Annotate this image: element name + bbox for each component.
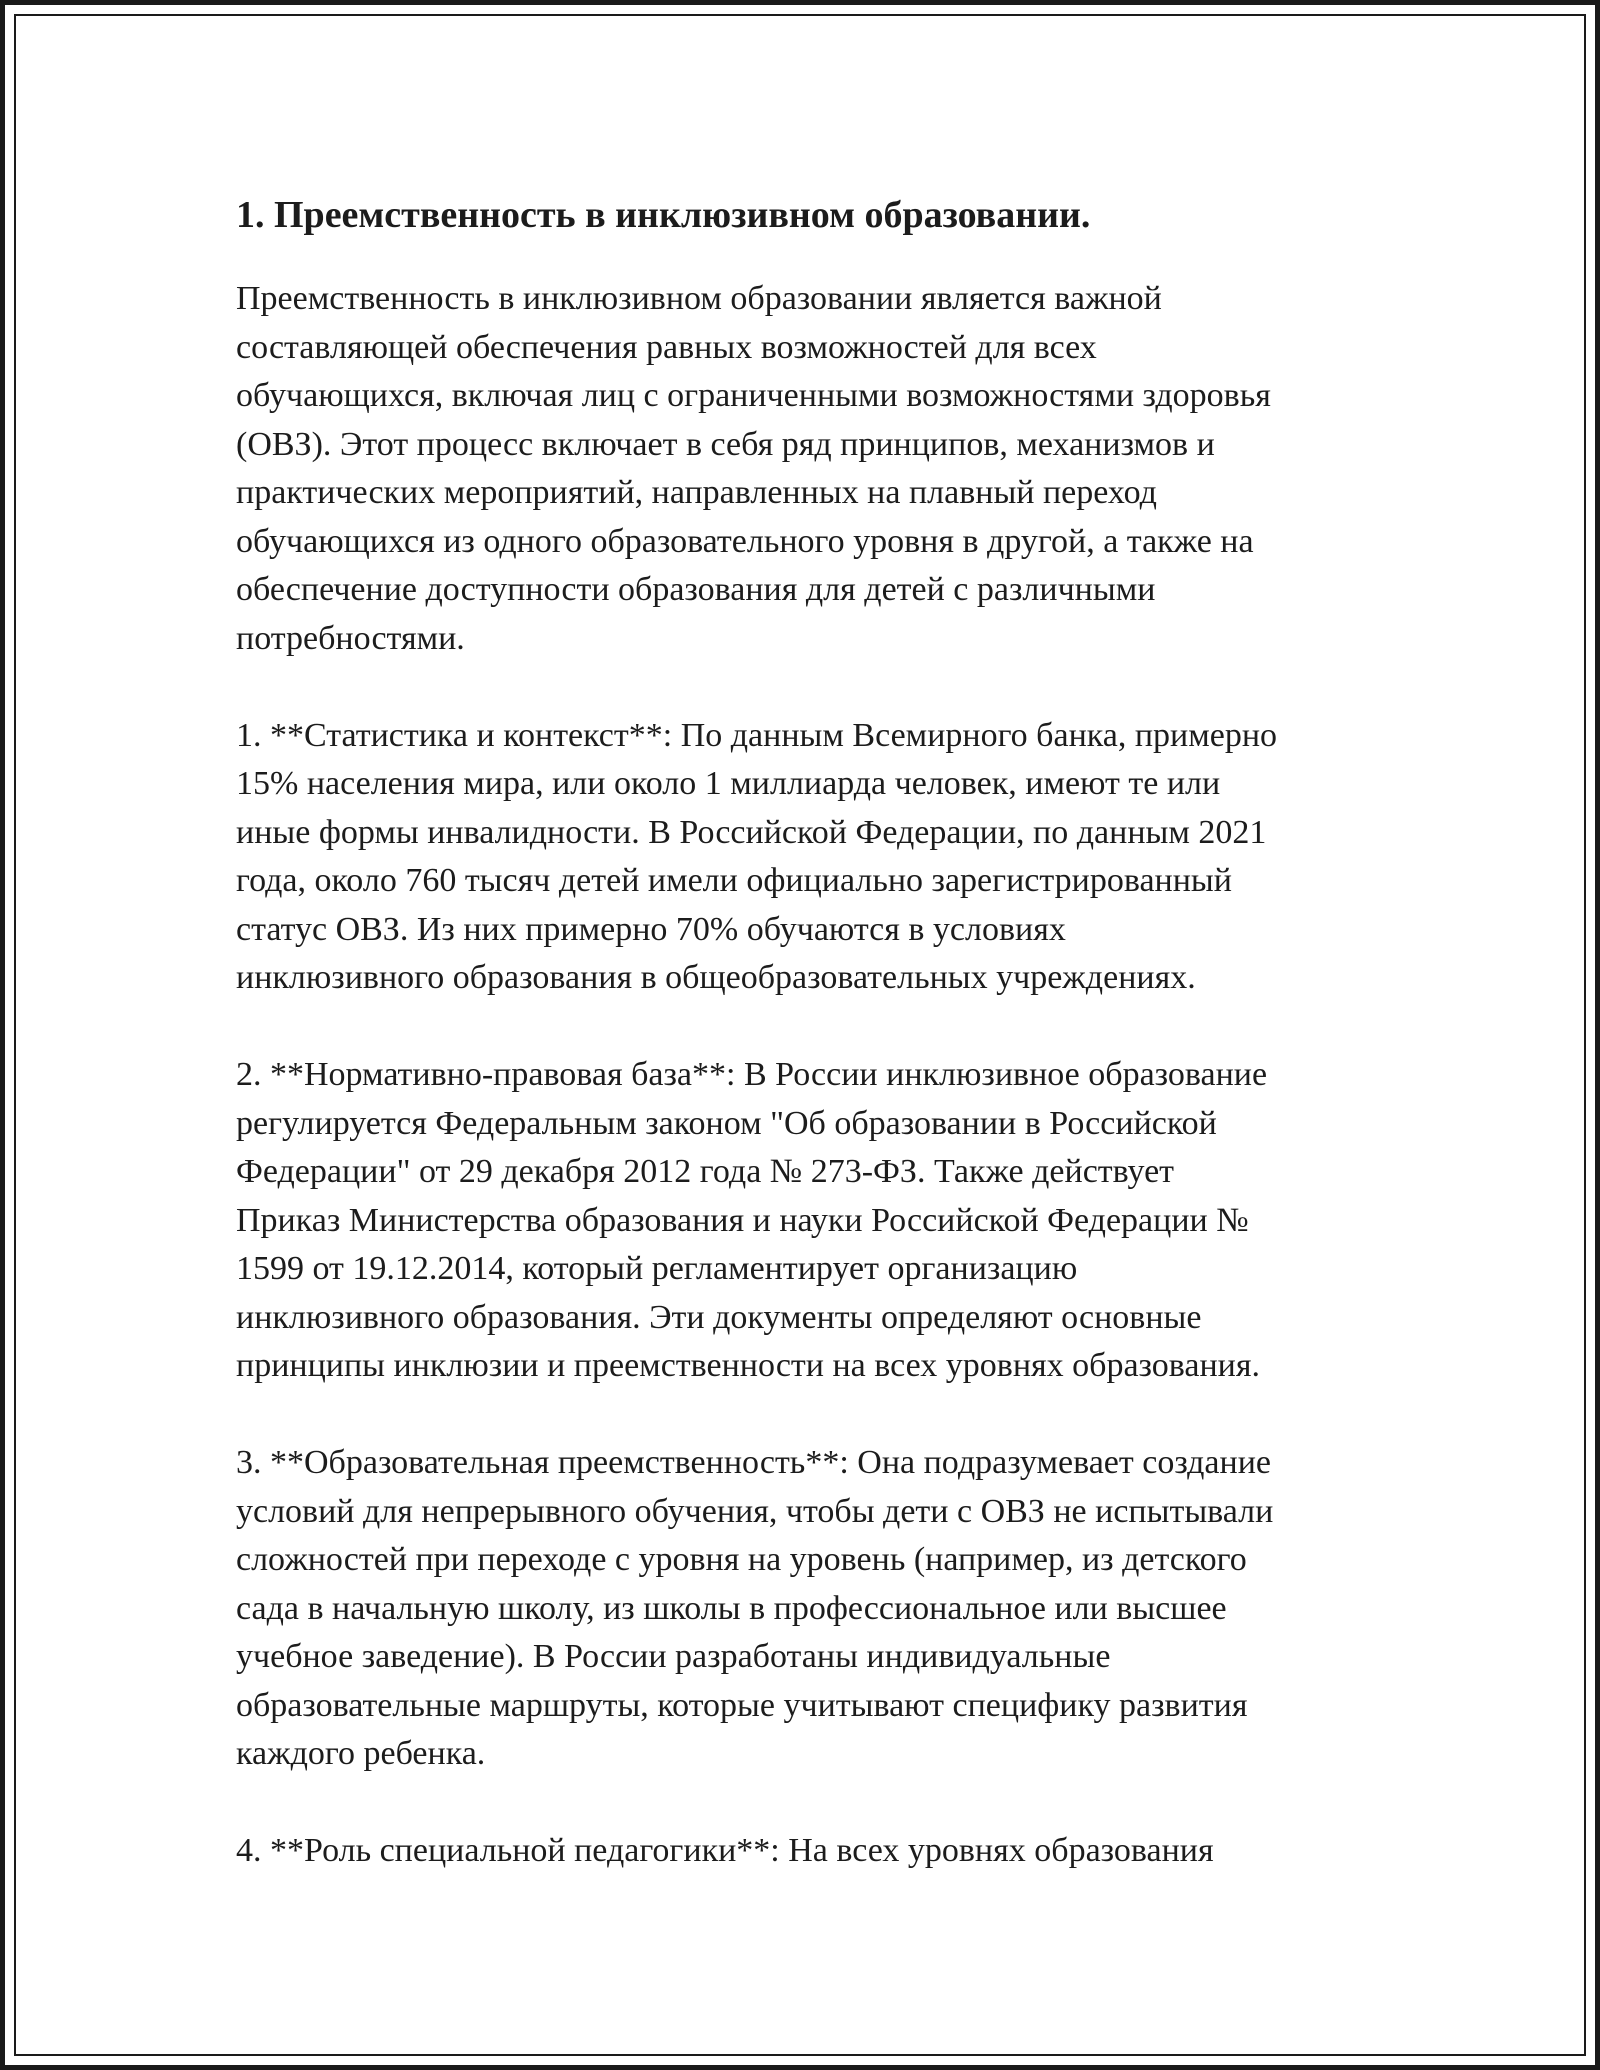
text-line: 1. **Статистика и контекст**: По данным Всемирного банка, примерно	[236, 716, 1278, 754]
text-line: обучающихся, включая лиц с ограниченными возможностями здоровья	[236, 377, 1271, 414]
text-line: 2. **Нормативно-правовая база**: В России инклюзивное образование	[236, 1056, 1268, 1093]
text-line: обучающихся из одного образовательного уровня в другой, а также на	[236, 522, 1254, 560]
text-line: 15% населения мира, или около 1 миллиарда человек, имеют те или	[236, 765, 1221, 802]
text-line: инклюзивного образования. Эти документы определяют основные	[236, 1298, 1202, 1336]
pedagogy-paragraph	[236, 1827, 1406, 1876]
statistics-paragraph	[236, 712, 1406, 1003]
intro-paragraph	[236, 275, 1406, 663]
text-line: образовательные маршруты, которые учитывают специфику развития	[236, 1686, 1248, 1724]
text-line: (ОВЗ). Этот процесс включает в себя ряд принципов, механизмов и	[236, 425, 1215, 463]
text-line: учебное заведение). В России разработаны индивидуальные	[236, 1638, 1111, 1675]
text-line: регулируется Федеральным законом "Об образовании в Российской	[236, 1104, 1217, 1142]
text-line: практических мероприятий, направленных на плавный переход	[236, 474, 1157, 511]
legal-basis-paragraph	[236, 1051, 1406, 1391]
text-line: сада в начальную школу, из школы в профессиональное или высшее	[236, 1589, 1227, 1627]
text-line: 3. **Образовательная преемственность**: Она подразумевает создание	[236, 1444, 1272, 1481]
text-line: инклюзивного образования в общеобразовательных учреждениях.	[236, 959, 1196, 996]
text-line: составляющей обеспечения равных возможностей для всех	[236, 328, 1097, 366]
text-line: Федерации" от 29 декабря 2012 года № 273-ФЗ. Также действует	[236, 1153, 1175, 1190]
text-line: обеспечение доступности образования для детей с различными	[236, 571, 1156, 608]
text-line: условий для непрерывного обучения, чтобы дети с ОВЗ не испытывали	[236, 1492, 1274, 1530]
text-line: 1599 от 19.12.2014, который регламентирует организацию	[236, 1250, 1078, 1287]
document-body	[236, 185, 1406, 1876]
text-line: сложностей при переходе с уровня на уровень (например, из детского	[236, 1541, 1247, 1578]
text-line: Преемственность в инклюзивном образовании является важной	[236, 280, 1162, 317]
document-title: 1. Преемственность в инклюзивном образовании.	[236, 194, 1091, 236]
text-line: статус ОВЗ. Из них примерно 70% обучаются в условиях	[236, 910, 1066, 948]
text-line: иные формы инвалидности. В Российской Федерации, по данным 2021	[236, 813, 1267, 851]
text-line: года, около 760 тысяч детей имели официально зарегистрированный	[236, 862, 1232, 899]
text-line: Приказ Министерства образования и науки Российской Федерации №	[236, 1201, 1249, 1239]
text-line: 4. **Роль специальной педагогики**: На всех уровнях образования	[236, 1832, 1214, 1869]
text-line: каждого ребенка.	[236, 1735, 486, 1772]
text-line: принципы инклюзии и преемственности на всех уровнях образования.	[236, 1347, 1261, 1384]
continuity-paragraph	[236, 1439, 1406, 1779]
text-line: потребностями.	[236, 619, 465, 657]
